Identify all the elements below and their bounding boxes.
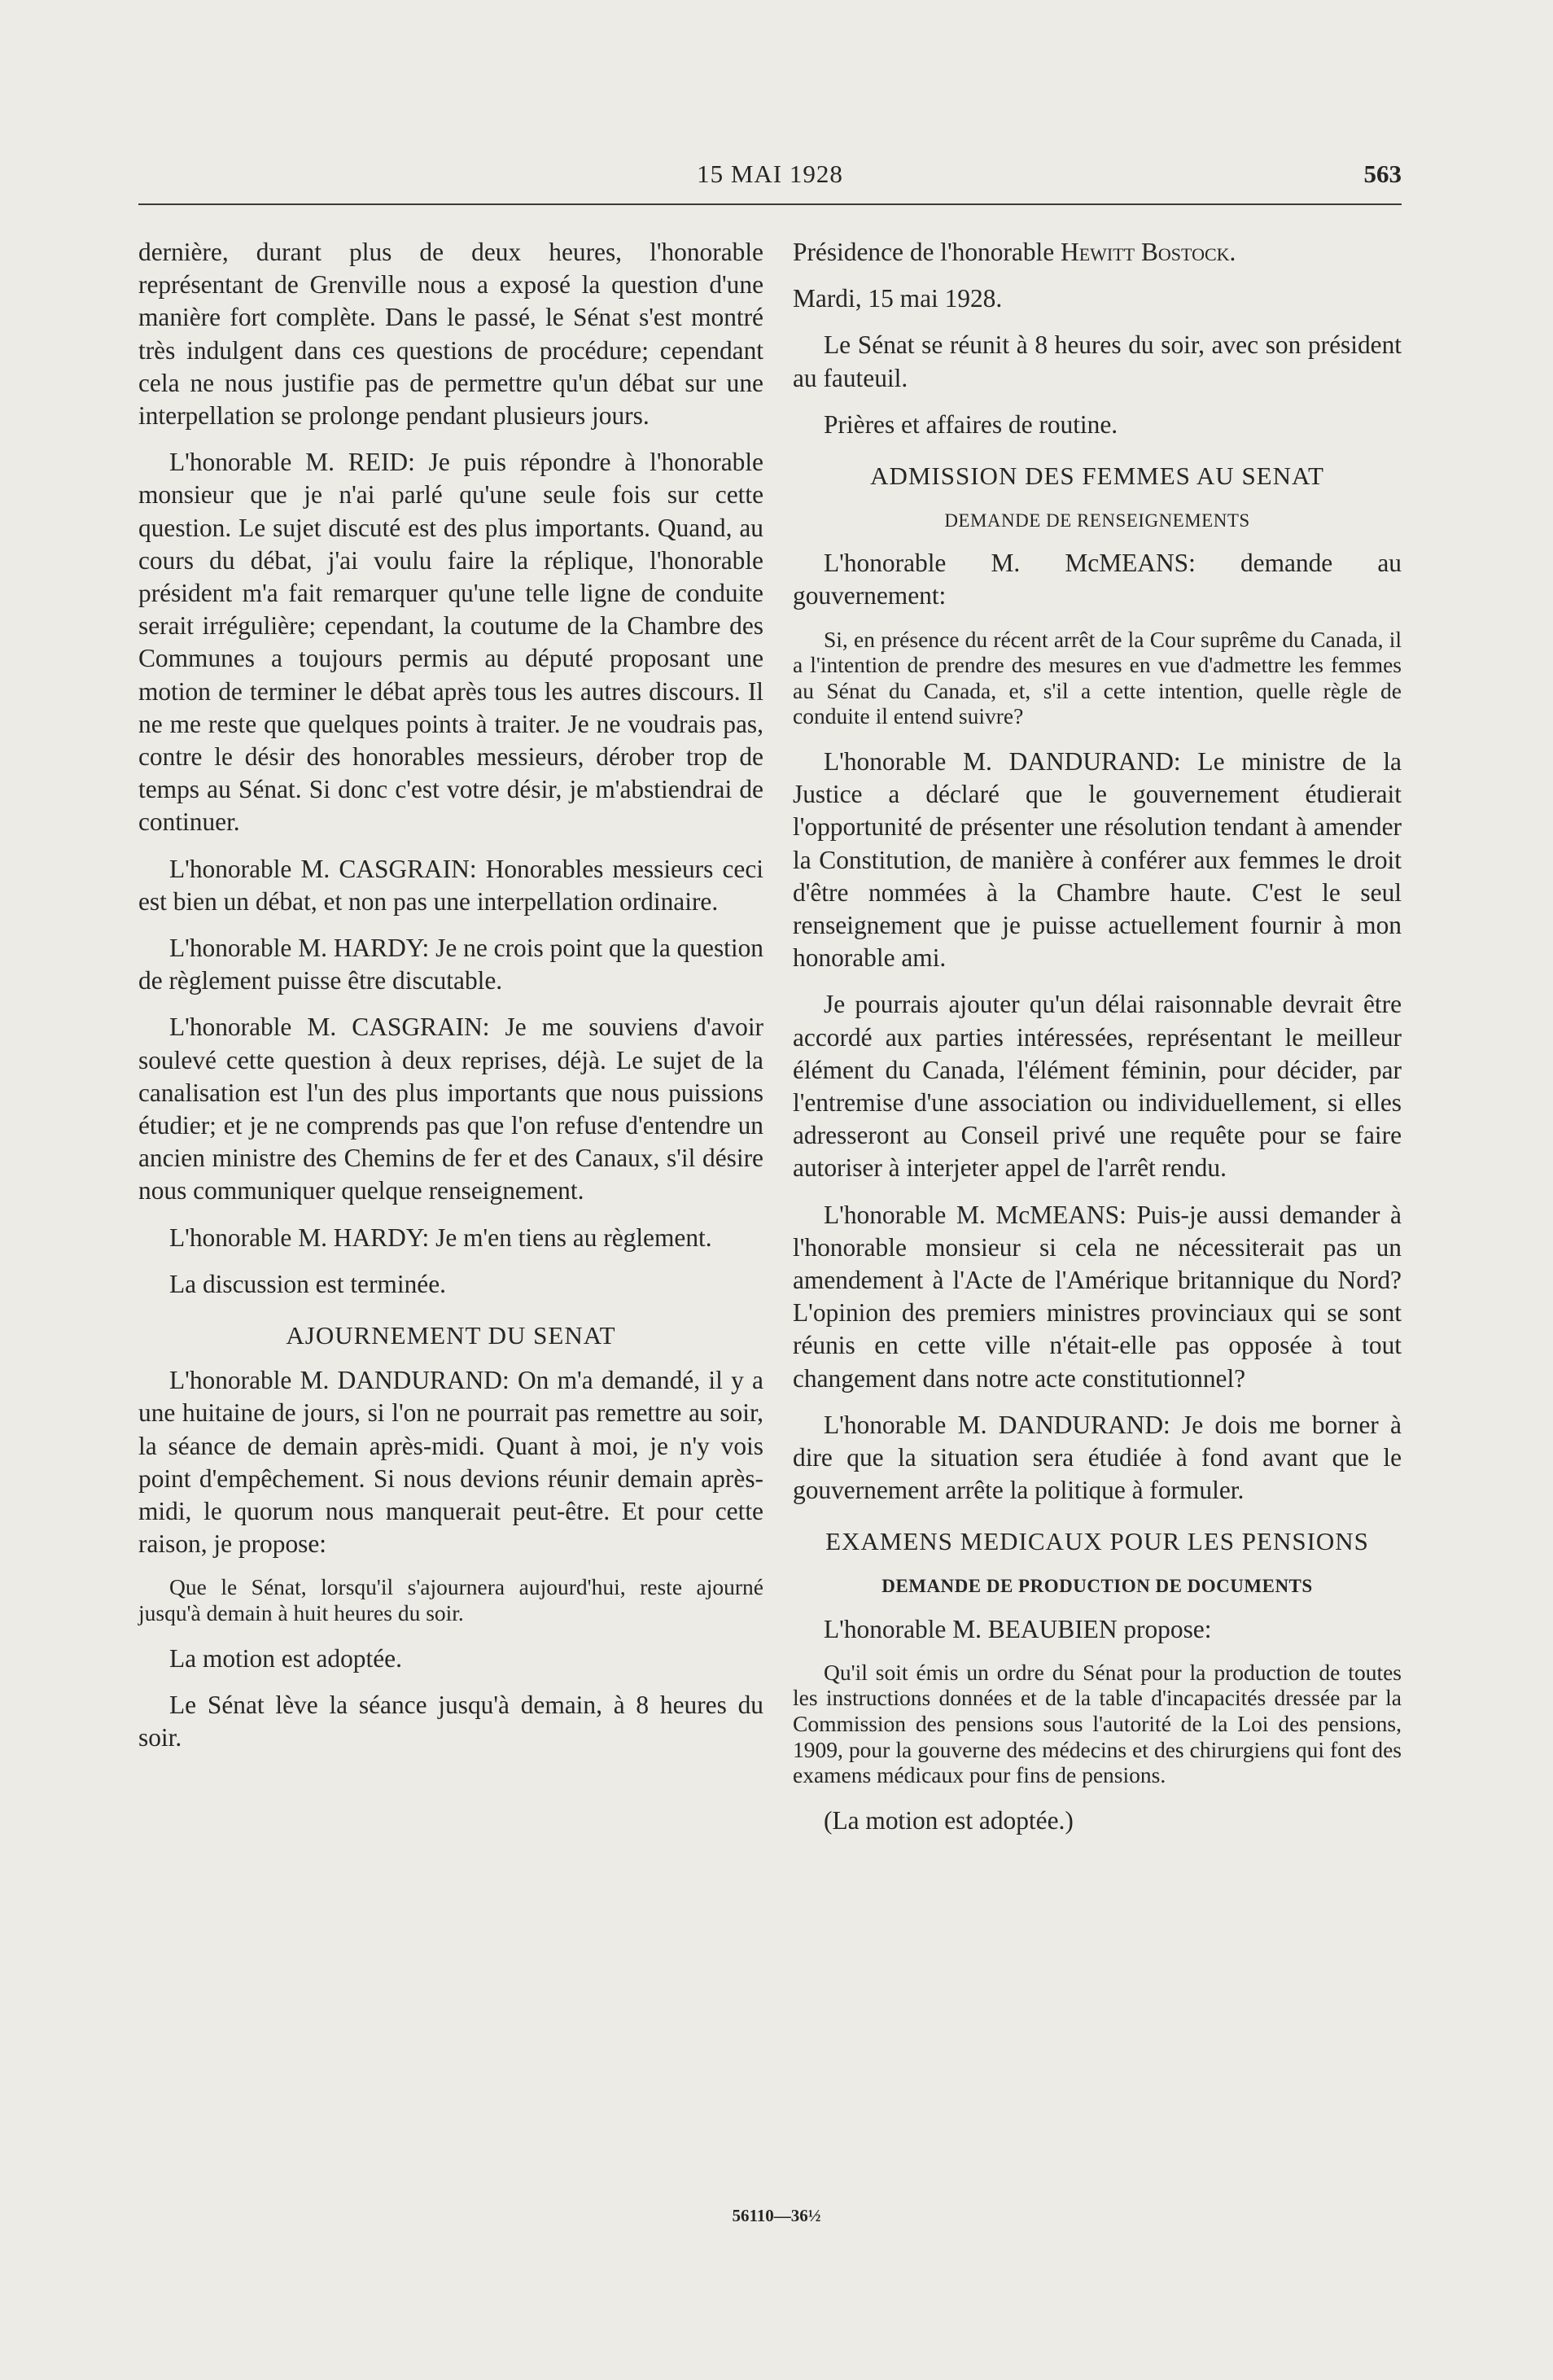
paragraph: Prières et affaires de routine. <box>824 409 1118 439</box>
paragraph: L'honorable M. McMEANS: demande au gouvernement: <box>793 549 1402 610</box>
page-number: 563 <box>1363 160 1402 188</box>
paragraph: L'honorable M. HARDY: Je m'en tiens au règlement. <box>169 1223 712 1252</box>
right-column <box>793 236 1402 1851</box>
paragraph: L'honorable M. BEAUBIEN propose: <box>824 1614 1212 1643</box>
question-quote: Si, en présence du récent arrêt de la Cour suprême du Canada, il a l'intention de prendre des mesures en vue d'admettre les femmes au Sénat du Canada, et, s'il a cette intention, quelle règle de conduite il entend suivre? <box>793 626 1402 729</box>
paragraph: L'honorable M. HARDY: Je ne crois point que la question de règlement puisse être discutable. <box>138 934 763 995</box>
footer-code: 56110—36½ <box>732 2206 821 2225</box>
section-heading-examens: EXAMENS MEDICAUX POUR LES PENSIONS <box>825 1527 1369 1556</box>
subheading-renseignements: DEMANDE DE RENSEIGNEMENTS <box>944 510 1250 532</box>
paragraph: (La motion est adoptée.) <box>824 1805 1074 1835</box>
paragraph: L'honorable M. CASGRAIN: Honorables messieurs ceci est bien un débat, et non pas une interpellation ordinaire. <box>138 854 763 916</box>
header-rule <box>138 203 1402 205</box>
left-column <box>138 236 763 1768</box>
session-date: Mardi, 15 mai 1928. <box>793 284 1003 313</box>
paragraph: dernière, durant plus de deux heures, l'honorable représentant de Grenville nous a exposé la question d'une manière fort complète. Dans le passé, le Sénat s'est montré très indulgent dans ces questions de procédure; cependant cela ne nous justifie pas de permettre qu'un débat sur une interpellation se prolonge pendant plusieurs jours. <box>138 238 763 431</box>
presidence-prefix: Présidence de l'honorable <box>793 238 1061 266</box>
paragraph: La motion est adoptée. <box>169 1643 402 1673</box>
paragraph: Le Sénat se réunit à 8 heures du soir, avec son président au fauteuil. <box>793 330 1402 392</box>
page-header <box>138 160 1402 199</box>
presidence-name: Hewitt Bostock. <box>1061 238 1236 266</box>
section-heading-ajournement: AJOURNEMENT DU SENAT <box>286 1321 616 1350</box>
presidence-line <box>793 236 1402 269</box>
motion-quote: Que le Sénat, lorsqu'il s'ajournera aujourd'hui, reste ajourné jusqu'à demain à huit heures du soir. <box>138 1574 763 1625</box>
paragraph: L'honorable M. McMEANS: Puis-je aussi demander à l'honorable monsieur si cela ne nécessiterait pas un amendement à l'Acte de l'Amérique britannique du Nord? L'opinion des premiers ministres provinciaux qui se sont réunis en cette ville n'était-elle pas opposée à tout changement dans notre acte constitutionnel? <box>793 1200 1402 1393</box>
paragraph: L'honorable M. DANDURAND: On m'a demandé, il y a une huitaine de jours, si l'on ne pourrait pas remettre au soir, la séance de demain après-midi. Quant à moi, je n'y vois point d'empêchement. Si nous devions réunir demain après-midi, le quorum nous manquerait peut-être. Et pour cette raison, je propose: <box>138 1366 763 1559</box>
paragraph: Je pourrais ajouter qu'un délai raisonnable devrait être accordé aux parties intéressées, représentant le meilleur élément du Canada, l'élément féminin, pour décider, par l'entremise d'une association ou individuellement, si elles adresseront au Conseil privé une requête pour se faire autoriser à interjeter appel de l'arrêt rendu. <box>793 990 1402 1183</box>
paragraph: L'honorable M. REID: Je puis répondre à l'honorable monsieur que je n'ai parlé qu'une seule fois sur cette question. Le sujet discuté est des plus importants. Quand, au cours du débat, j'ai voulu faire la réplique, l'honorable président m'a fait remarquer qu'une telle ligne de conduite serait irrégulière; cependant, la coutume de la Chambre des Communes a toujours permis au député proposant une motion de terminer le débat après tous les autres discours. Il ne me reste que quelques points à traiter. Je ne voudrais pas, contre le désir des honorables messieurs, dérober trop de temps au Sénat. Si donc c'est votre désir, je m'abstiendrai de continuer. <box>138 448 763 837</box>
paragraph: La discussion est terminée. <box>169 1269 446 1298</box>
paragraph: L'honorable M. CASGRAIN: Je me souviens d'avoir soulevé cette question à deux reprises, déjà. Le sujet de la canalisation est l'un des plus importants que nous puissions étudier; et je ne comprends pas que l'on refuse d'entendre un ancien ministre des Chemins de fer et des Canaux, s'il désire nous communiquer quelque renseignement. <box>138 1013 763 1205</box>
motion-quote: Qu'il soit émis un ordre du Sénat pour la production de toutes les instructions données et de la table d'incapacités dressée par la Commission des pensions sous l'autorité de la Loi des pensions, 1909, pour la gouverne des médecins et des chirurgiens qui font des examens médicaux pour fins de pensions. <box>793 1659 1402 1788</box>
subheading-production: DEMANDE DE PRODUCTION DE DOCUMENTS <box>881 1576 1313 1597</box>
paragraph: Le Sénat lève la séance jusqu'à demain, à 8 heures du soir. <box>138 1690 763 1752</box>
paragraph: L'honorable M. DANDURAND: Je dois me borner à dire que la situation sera étudiée à fond avant que le gouvernement arrête la politique à formuler. <box>793 1410 1402 1505</box>
header-date: 15 MAI 1928 <box>697 160 843 188</box>
paragraph: L'honorable M. DANDURAND: Le ministre de la Justice a déclaré que le gouvernement étudierait l'opportunité de présenter une résolution tendant à amender la Constitution, de manière à conférer aux femmes le droit d'être nommées à la Chambre haute. C'est le seul renseignement que je puisse actuellement fournir à mon honorable ami. <box>793 747 1402 973</box>
section-heading-admission: ADMISSION DES FEMMES AU SENAT <box>870 462 1324 491</box>
